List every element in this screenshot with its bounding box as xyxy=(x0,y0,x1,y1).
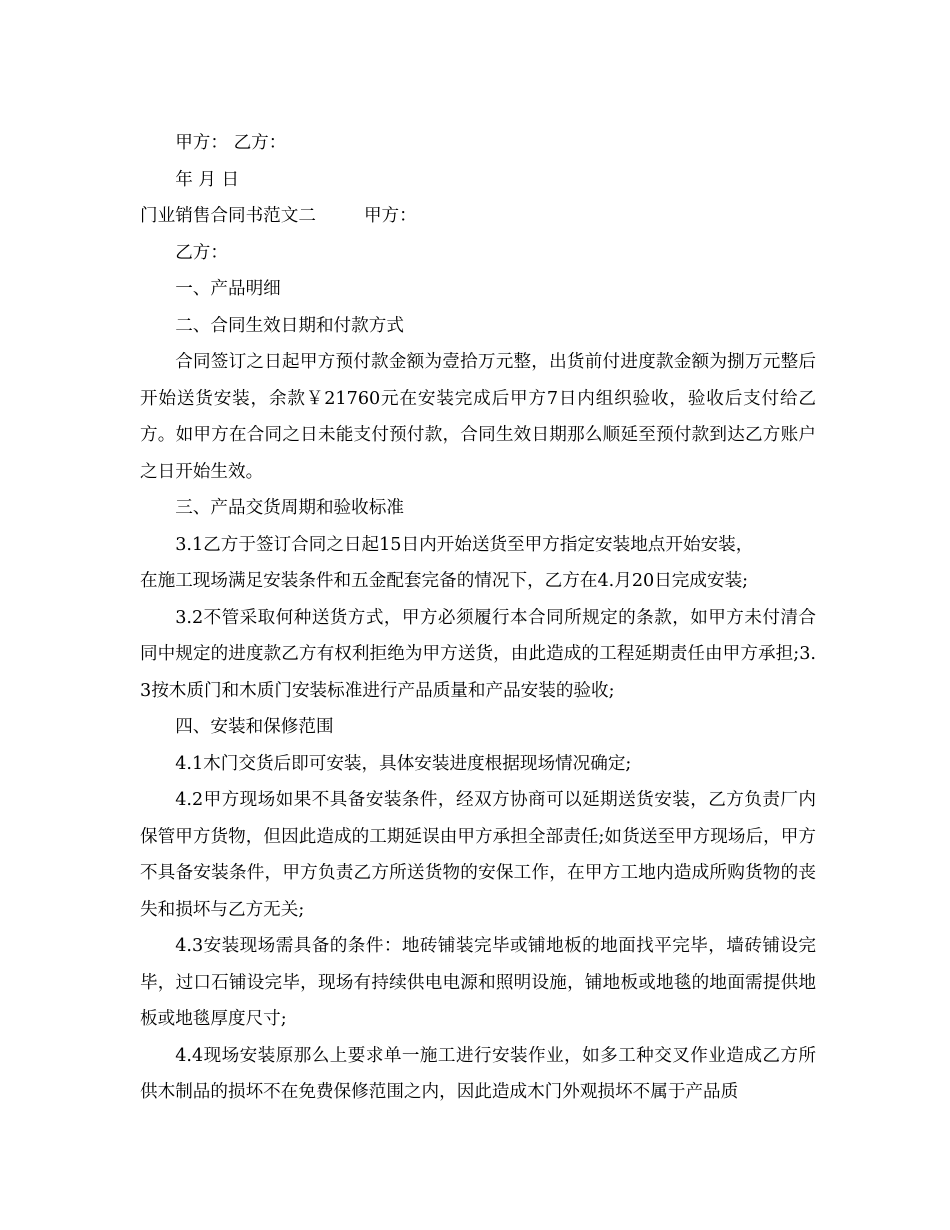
body-paragraph: 合同签订之日起甲方预付款金额为壹拾万元整，出货前付进度款金额为捌万元整后开始送货安装，余款￥21760元在安装完成后甲方7日内组织验收，验收后支付给乙方。如甲方在合同之日未能支付预付款，合同生效日期那么顺延至预付款到达乙方账户之日开始生效。 xyxy=(140,352,816,482)
body-paragraph: 4.4现场安装原那么上要求单一施工进行安装作业，如多工种交叉作业造成乙方所供木制品的损坏不在免费保修范围之内，因此造成木门外观损坏不属于产品质 xyxy=(140,1045,816,1102)
section-heading: 四、安装和保修范围 xyxy=(175,717,334,737)
signature-party-b: 乙方： xyxy=(233,133,287,153)
title-party-a: 甲方： xyxy=(363,206,417,226)
body-paragraph: 在施工现场满足安装条件和五金配套完备的情况下，乙方在4.月20日完成安装; xyxy=(140,571,749,591)
section-heading: 一、产品明细 xyxy=(175,279,281,299)
section-heading: 三、产品交货周期和验收标准 xyxy=(175,498,404,518)
body-paragraph: 4.3安装现场需具备的条件：地砖铺装完毕或铺地板的地面找平完毕，墙砖铺设完毕，过口石铺设完毕，现场有持续供电电源和照明设施，铺地板或地毯的地面需提供地板或地毯厚度尺寸; xyxy=(140,936,816,1029)
party-b-line: 乙方： xyxy=(175,242,228,263)
signature-line xyxy=(140,125,816,162)
signature-date: 年 月 日 xyxy=(175,169,240,190)
signature-party-a: 甲方： xyxy=(175,133,228,153)
body-paragraph: 4.1木门交货后即可安装，具体安装进度根据现场情况确定; xyxy=(175,753,632,774)
section-heading: 二、合同生效日期和付款方式 xyxy=(175,315,404,336)
document-body xyxy=(140,125,816,1111)
body-paragraph: 3.1乙方于签订合同之日起15日内开始送货至甲方指定安装地点开始安装， xyxy=(175,534,754,555)
document-title: 门业销售合同书范文二 xyxy=(140,206,316,226)
title-line xyxy=(140,198,816,235)
body-paragraph: 3.2不管采取何种送货方式，甲方必须履行本合同所规定的条款，如甲方未付清合同中规定的进度款乙方有权利拒绝为甲方送货，由此造成的工程延期责任由甲方承担;3.3按木质门和木质门安装标准进行产品质量和产品安装的验收; xyxy=(140,607,816,701)
body-paragraph: 4.2甲方现场如果不具备安装条件，经双方协商可以延期送货安装，乙方负责厂内保管甲方货物，但因此造成的工期延误由甲方承担全部责任;如货送至甲方现场后，甲方不具备安装条件，甲方负责乙方所送货物的安保工作，在甲方工地内造成所购货物的丧失和损坏与乙方无关; xyxy=(140,790,816,920)
